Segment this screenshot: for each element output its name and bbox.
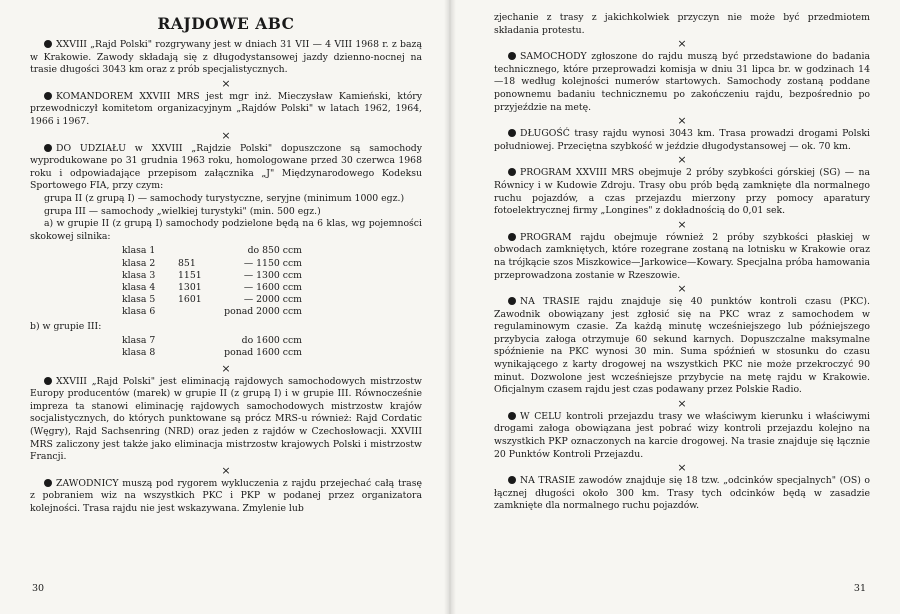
class-row: klasa 6 ponad 2000 ccm [122,306,302,318]
paragraph: SAMOCHODY zgłoszone do rajdu muszą być przedstawione do badania technicznego, które przeprowadzi komisja w dniu 31 lipca br. w godzinach 14—18 według kolejności numerów startowych. Samochody zostaną poddane ponownemu badaniu technicznemu po zakończeniu rajdu, bezpośrednio po przyjeździe na metę. [494,51,870,113]
bullet-icon [508,129,516,137]
paragraph: KOMANDOREM XXVIII MRS jest mgr inż. Mieczysław Kamieński, który przewodniczył komitetom organizacyjnym „Rajdów Polski" w latach 1962, 1964, 1966 i 1967. [30,90,422,127]
class-row: klasa 8 ponad 1600 ccm [122,347,302,359]
separator: × [677,282,687,296]
separator: × [221,463,231,477]
group-line: grupa II (z grupą I) — samochody turystyczne, seryjne (minimum 1000 egz.) [44,192,405,204]
class-row: klasa 2 851 — 1150 ccm [122,257,302,269]
bullet-icon [508,233,516,241]
paragraph: NA TRASIE zawodów znajduje się 18 tzw. „odcinków specjalnych" (OS) o łącznej długości około 300 km. Trasy tych odcinków będą w zasadzie zamknięte dla normalnego ruchu pojazdów. [494,475,870,512]
paragraph: DŁUGOŚĆ trasy rajdu wynosi 3043 km. Trasa prowadzi drogami Polski południowej. Przeciętna szybkość w jeździe długodystansowej — ok. 70 km. [494,128,870,152]
paragraph: ZAWODNICY muszą pod rygorem wykluczenia z rajdu przejechać całą trasę z pobraniem wiz na wszystkich PKC i PKP w podanej przez organizatora kolejności. Trasa rajdu nie jest wskazywana. Zmylenie lub [30,477,422,514]
separator: × [221,361,231,375]
bullet-icon [508,297,516,305]
paragraph: DO UDZIAŁU w XXVIII „Rajdzie Polski" dopuszczone są samochody wyprodukowane po 31 grudnia 1963 roku, homologowane przed 30 czerwca 1968 roku i odpowiadające przepisom załącznika „J" Międzynarodowego Kodeksu Sportowego FIA, przy czym: [30,142,422,192]
bullet-icon [44,40,52,48]
separator: × [677,461,687,475]
bullet-icon [508,412,516,420]
separator: × [677,153,687,167]
separator: × [677,37,687,51]
separator: × [677,114,687,128]
bullet-icon [508,168,516,176]
group-line: a) w grupie II (z grupą I) samochody podzielone będą na 6 klas, wg pojemności skokowej silnika: [30,218,422,242]
separator: × [221,128,231,142]
group-line: b) w grupie III: [30,320,102,332]
bullet-icon [44,144,52,152]
class-table-b [30,335,422,359]
right-page [450,0,900,614]
page-number: 30 [32,583,45,594]
paragraph: W CELU kontroli przejazdu trasy we właściwym kierunku i właściwymi drogami załoga obowiązana jest pobrać wizy kontroli przejazdu kolejno na wszystkich PKP oznaczonych na karcie drogowej. Na trasie znajduje się łącznie 20 Punktów Kontroli Przejazdu. [494,410,870,460]
separator: × [677,396,687,410]
page-title: RAJDOWE ABC [157,14,295,33]
class-row: klasa 3 1151 — 1300 ccm [122,269,302,281]
bullet-icon [508,52,516,60]
separator: × [221,76,231,90]
class-row: klasa 1 do 850 ccm [122,245,302,257]
class-row: klasa 5 1601 — 2000 ccm [122,294,302,306]
separator: × [677,217,687,231]
paragraph: XXVIII „Rajd Polski" rozgrywany jest w dniach 31 VII — 4 VIII 1968 r. z bazą w Krakowie. Zawody składają się z długodystansowej jazdy dzienno-nocnej na trasie długości 3043 km oraz z prób specjalistycznych. [30,39,422,76]
page-number: 31 [853,583,866,594]
class-row: klasa 7 do 1600 ccm [122,335,302,347]
paragraph: XXVIII „Rajd Polski" jest eliminacją rajdowych samochodowych mistrzostw Europy producentów (marek) w grupie II (z grupą I) i w grupie III. Równocześnie impreza ta stanowi eliminację rajdowych samochodowych mistrzostw krajów socjalistycznych, do których punktowane są prócz MRS-u również: Rajd Cordatic (Węgry), Rajd Sachsenring (NRD) oraz jeden z rajdów w Czechosłowacji. XXVIII MRS zaliczony jest także jako eliminacja mistrzostw krajowych Polski i mistrzostw Francji. [30,375,422,463]
class-row: klasa 4 1301 — 1600 ccm [122,281,302,293]
class-table-a [30,245,422,318]
paragraph: zjechanie z trasy z jakichkolwiek przyczyn nie może być przedmiotem składania protestu. [494,12,870,36]
paragraph: PROGRAM rajdu obejmuje również 2 próby szybkości płaskiej w obwodach zamkniętych, które rozegrane zostaną na lotnisku w Krakowie oraz na trójkącie szos Miszkowice—Jarkowice—Kowary. Specjalna próba hamowania przeprowadzona zostanie w Rzeszowie. [494,231,870,281]
bullet-icon [508,476,516,484]
bullet-icon [44,479,52,487]
bullet-icon [44,377,52,385]
group-line: grupa III — samochody „wielkiej turystyki" (min. 500 egz.) [44,205,321,217]
paragraph: NA TRASIE rajdu znajduje się 40 punktów kontroli czasu (PKC). Zawodnik obowiązany jest zgłosić się na PKC wraz z samochodem w regulaminowym czasie. Za każdą minutę wcześniejszego lub późniejszego przybycia załoga otrzymuje 60 sekund karnych. Dopuszczalne maksymalne spóźnienie na PKC wynosi 30 min. Suma spóźnień w stosunku do czasu wynikającego z karty drogowej na wszystkich PKC nie może przekroczyć 90 minut. Dozwolone jest wcześniejsze przybycie na metę rajdu w Krakowie. Oficjalnym czasem rajdu jest czas podawany przez Polskie Radio. [494,296,870,396]
bullet-icon [44,92,52,100]
paragraph: PROGRAM XXVIII MRS obejmuje 2 próby szybkości górskiej (SG) — na Równicy i w Kudowie Zdroju. Trasy obu prób będą zamknięte dla normalnego ruchu pojazdów, a czas przejazdu mierzony przy pomocy aparatury fotoelektrycznej firmy „Longines" z dokładnością do 0,01 sek. [494,167,870,217]
